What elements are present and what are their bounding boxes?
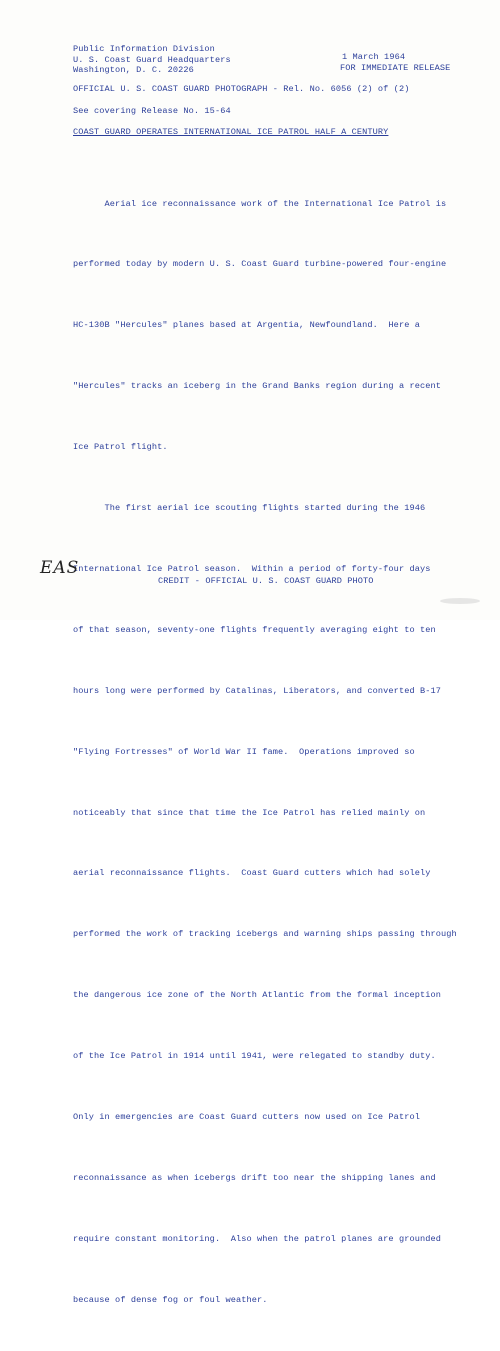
body-line: require constant monitoring. Also when the patrol planes are grounded <box>73 1233 441 1244</box>
body-line: performed today by modern U. S. Coast Guard turbine-powered four-engine <box>73 259 447 270</box>
photo-release-line: OFFICIAL U. S. COAST GUARD PHOTOGRAPH - Rel. No. 6056 (2) of (2) <box>73 84 410 94</box>
covering-release-note: See covering Release No. 15-64 <box>73 106 231 116</box>
release-info-block <box>340 52 450 73</box>
body-line: of that season, seventy-one flights frequently averaging eight to ten <box>73 624 436 635</box>
body-line: because of dense fog or foul weather. <box>73 1294 268 1305</box>
paper-smudge <box>440 598 480 604</box>
office-line-3: Washington, D. C. 20226 <box>73 65 194 75</box>
photo-credit: CREDIT - OFFICIAL U. S. COAST GUARD PHOTO <box>158 576 374 586</box>
body-line: "Hercules" tracks an iceberg in the Grand Banks region during a recent <box>73 381 441 392</box>
release-title: COAST GUARD OPERATES INTERNATIONAL ICE PATROL HALF A CENTURY <box>73 127 389 137</box>
body-line: of the Ice Patrol in 1914 until 1941, were relegated to standby duty. <box>73 1051 436 1062</box>
body-line: Aerial ice reconnaissance work of the International Ice Patrol is <box>73 198 447 209</box>
body-line: Only in emergencies are Coast Guard cutters now used on Ice Patrol <box>73 1111 420 1122</box>
release-status: FOR IMMEDIATE RELEASE <box>340 62 451 73</box>
body-line: reconnaissance as when icebergs drift too near the shipping lanes and <box>73 1172 436 1183</box>
body-line: noticeably that since that time the Ice Patrol has relied mainly on <box>73 807 426 818</box>
body-line: Ice Patrol flight. <box>73 442 168 453</box>
body-line: performed the work of tracking icebergs and warning ships passing through <box>73 929 457 940</box>
issuing-office-block <box>73 44 231 76</box>
body-line: aerial reconnaissance flights. Coast Guard cutters which had solely <box>73 868 431 879</box>
body-line: hours long were performed by Catalinas, Liberators, and converted B-17 <box>73 685 441 696</box>
office-line-1: Public Information Division <box>73 44 215 54</box>
body-line: HC-130B "Hercules" planes based at Argentia, Newfoundland. Here a <box>73 320 420 331</box>
body-line: The first aerial ice scouting flights started during the 1946 <box>73 503 426 514</box>
handwritten-initials: EAS <box>40 558 80 578</box>
body-line: the dangerous ice zone of the North Atlantic from the formal inception <box>73 990 441 1001</box>
body-line: International Ice Patrol season. Within a period of forty-four days <box>73 563 431 574</box>
office-line-2: U. S. Coast Guard Headquarters <box>73 54 231 65</box>
release-date: 1 March 1964 <box>342 52 406 62</box>
release-body-text <box>73 153 463 1351</box>
body-line: "Flying Fortresses" of World War II fame. Operations improved so <box>73 746 415 757</box>
